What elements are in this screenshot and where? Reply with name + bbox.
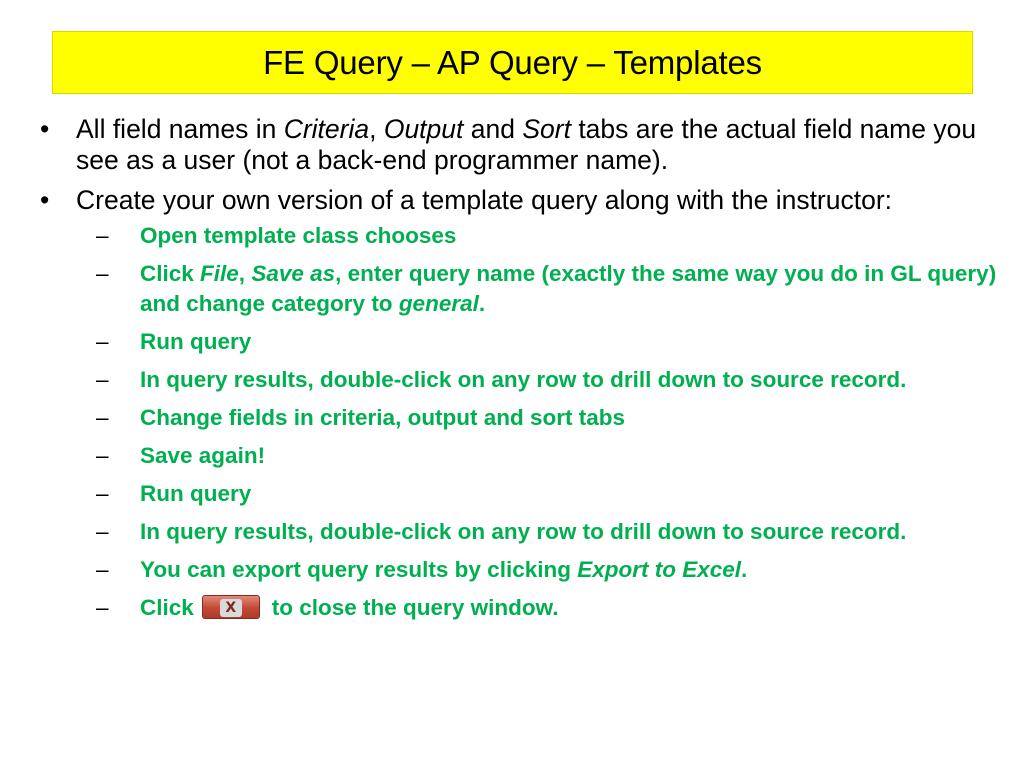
dash-marker: –	[96, 481, 109, 506]
step-list	[76, 221, 998, 623]
step-item: – Run query	[96, 327, 998, 357]
general-term: general	[398, 291, 479, 316]
bullet-marker: •	[40, 114, 50, 144]
file-term: File	[200, 261, 239, 286]
close-query-button-image	[202, 595, 260, 619]
slide-content	[38, 114, 998, 632]
save-as-term: Save as	[251, 261, 336, 286]
bullet-list	[38, 114, 998, 623]
step-item: – Change fields in criteria, output and sort tabs	[96, 403, 998, 433]
step-item: – Click X to close the query window.	[96, 593, 998, 623]
dash-marker: –	[96, 595, 109, 620]
dash-marker: –	[96, 519, 109, 544]
sort-term: Sort	[522, 114, 571, 144]
step-item: – In query results, double-click on any row to drill down to source record.	[96, 517, 998, 547]
title-bar	[52, 31, 973, 94]
slide-title: FE Query – AP Query – Templates	[263, 43, 762, 81]
step-item: – In query results, double-click on any row to drill down to source record.	[96, 365, 998, 395]
step-item: – Run query	[96, 479, 998, 509]
dash-marker: –	[96, 329, 109, 354]
criteria-term: Criteria	[283, 114, 370, 144]
step-item: – Open template class chooses	[96, 221, 998, 251]
export-to-excel-term: Export to Excel	[577, 557, 742, 582]
dash-marker: –	[96, 557, 109, 582]
dash-marker: –	[96, 367, 109, 392]
close-x-icon: X	[220, 599, 242, 617]
dash-marker: –	[96, 443, 109, 468]
bullet-item-field-names: • All field names in Criteria, Output and Sort tabs are the actual field name you see as a user (not a back-end programmer name).	[40, 114, 977, 175]
dash-marker: –	[96, 405, 109, 430]
dash-marker: –	[96, 261, 109, 286]
bullet-item-create-template: • Create your own version of a template query along with the instructor: – Open template class chooses – Click File, Save as, enter query name (exactly the same way you do in GL query) and change category to general. – Run query – In query results, double-click on any row to drill down to source record. – Change fields in criteria, output and sort tabs – Save again! – Run query – In query results, double-click on any row to drill down to source record. – You can export query results by clicking Export to Excel. – Click X to close the query window.	[38, 185, 998, 623]
output-term: Output	[383, 114, 464, 144]
dash-marker: –	[96, 223, 109, 248]
bullet-marker: •	[40, 185, 50, 215]
step-item: – Click File, Save as, enter query name (exactly the same way you do in GL query) and change category to general.	[96, 261, 997, 316]
step-item: – You can export query results by clicking Export to Excel.	[96, 555, 998, 585]
step-item: – Save again!	[96, 441, 998, 471]
